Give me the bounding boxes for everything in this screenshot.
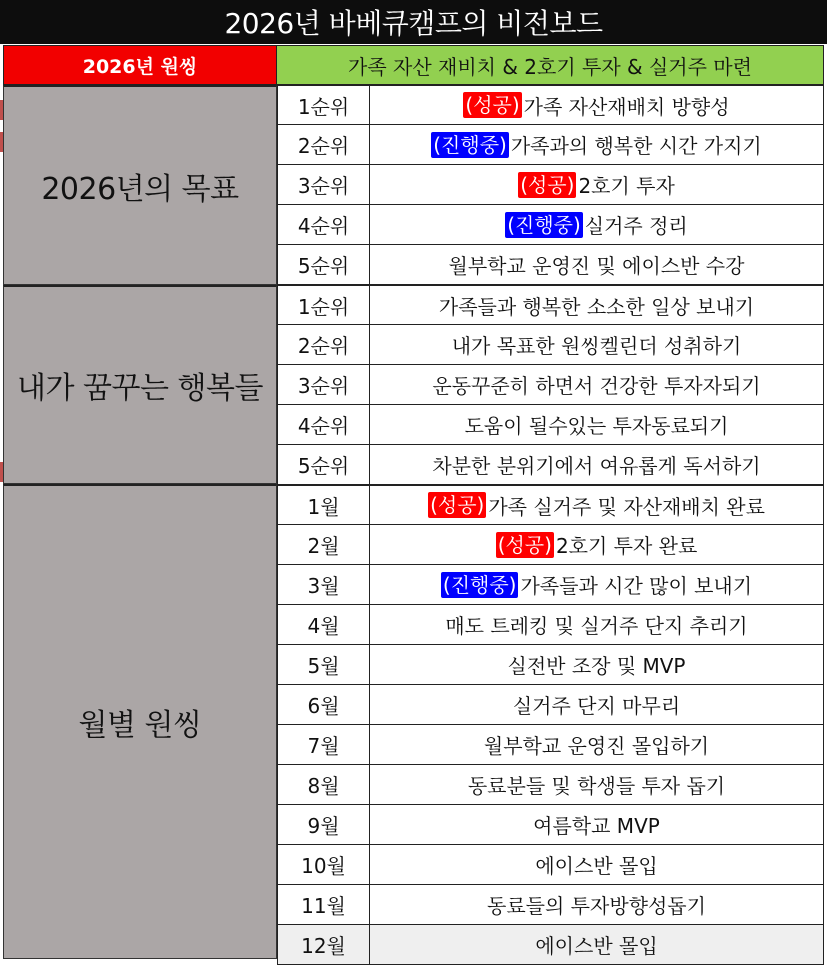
content-text: 도움이 될수있는 투자동료되기 [464,414,729,438]
content-cell [370,725,824,764]
table-row [277,885,824,925]
content-cell [370,405,824,444]
section-label-goals: 2026년의 목표 [3,85,277,285]
content-text: 차분한 분위기에서 여유롭게 독서하기 [432,454,761,478]
rank-cell: 1순위 [277,286,370,324]
content-cell [370,245,824,284]
table-row [277,205,824,245]
rank-cell: 12월 [277,925,370,964]
content-text: 월부학교 운영진 및 에이스반 수강 [448,254,745,278]
content-text: 가족 자산재배치 방향성 [523,94,730,119]
content-cell [370,645,824,684]
table-row [277,845,824,885]
rank-cell: 5순위 [277,245,370,284]
rank-cell: 7월 [277,725,370,764]
table-row [277,805,824,845]
edge-marker [0,100,3,120]
table-row [277,325,824,365]
content-text: 여름학교 MVP [533,814,660,838]
table-row [277,365,824,405]
table-row [277,525,824,565]
table-row [277,645,824,685]
rank-cell: 6월 [277,685,370,724]
table-row [277,285,824,325]
content-cell [370,125,824,164]
rank-cell: 2순위 [277,325,370,364]
table-row [277,725,824,765]
status-badge-success: (성공) [465,93,520,117]
rank-cell: 3월 [277,565,370,604]
rank-cell: 5월 [277,645,370,684]
status-badge-in-progress: (진행중) [442,572,517,597]
rank-cell: 4월 [277,605,370,644]
content-text: 실전반 조장 및 MVP [507,654,686,678]
section-label-monthly: 월별 원씽 [3,484,277,959]
table-row [277,445,824,485]
content-cell [370,205,824,244]
rank-cell: 4순위 [277,205,370,244]
content-cell [370,565,824,604]
rank-cell: 11월 [277,885,370,924]
table-row [277,405,824,445]
content-cell [370,445,824,484]
content-text: 실거주 단지 마무리 [512,694,681,718]
table-row [277,125,824,165]
content-text: 월부학교 운영진 몰입하기 [483,734,710,758]
content-cell [370,365,824,404]
header-one-thing-label: 2026년 원씽 [3,45,277,85]
rank-cell: 3순위 [277,165,370,204]
status-badge-success: (성공) [497,532,552,557]
table-row [277,245,824,285]
content-text: 실거주 정리 [584,214,688,238]
content-text: 가족과의 행복한 시간 가지기 [510,134,762,158]
edge-marker [0,132,3,152]
section-label-happiness: 내가 꿈꾸는 행복들 [3,285,277,484]
content-cell [370,486,824,524]
content-cell [370,286,824,324]
content-cell [370,805,824,844]
content-text: 내가 목표한 원씽켈린더 성취하기 [451,334,742,358]
table-row [277,605,824,645]
status-badge-success: (성공) [430,493,485,517]
rank-cell: 2월 [277,525,370,564]
table-row [277,485,824,525]
edge-marker [0,462,3,482]
status-badge-in-progress: (진행중) [433,132,507,157]
content-text: 가족 실거주 및 자산재배치 완료 [488,494,765,519]
content-cell [370,86,824,124]
content-cell [370,525,824,564]
rank-cell: 4순위 [277,405,370,444]
rank-cell: 8월 [277,765,370,804]
table-row [277,565,824,605]
content-text: 가족들과 시간 많이 보내기 [520,574,753,598]
content-text: 에이스반 몰입 [535,854,658,878]
table-row [277,165,824,205]
content-text: 운동꾸준히 하면서 건강한 투자자되기 [432,374,761,398]
content-cell [370,685,824,724]
table-row [277,685,824,725]
content-text: 매도 트레킹 및 실거주 단지 추리기 [445,614,748,638]
content-text: 에이스반 몰입 [535,934,658,958]
content-cell [370,165,824,204]
rank-cell: 5순위 [277,445,370,484]
content-text: 동료분들 및 학생들 투자 돕기 [467,774,726,798]
status-badge-in-progress: (진행중) [507,212,581,237]
content-cell [370,765,824,804]
rank-table [277,85,824,965]
content-cell [370,325,824,364]
content-text: 2호기 투자 [578,174,675,198]
rank-cell: 1순위 [277,86,370,124]
table-row [277,765,824,805]
content-text: 가족들과 행복한 소소한 일상 보내기 [438,294,755,319]
rank-cell: 2순위 [277,125,370,164]
board-title: 2026년 바베큐캠프의 비전보드 [0,0,827,44]
content-cell [370,925,824,964]
table-row [277,925,824,965]
rank-cell: 9월 [277,805,370,844]
content-cell [370,605,824,644]
rank-cell: 10월 [277,845,370,884]
content-text: 동료들의 투자방향성돕기 [487,894,706,918]
content-text: 2호기 투자 완료 [555,534,698,558]
content-cell [370,885,824,924]
status-badge-success: (성공) [520,172,575,197]
content-cell [370,845,824,884]
rank-cell: 1월 [277,486,370,524]
table-row [277,85,824,125]
rank-cell: 3순위 [277,365,370,404]
header-one-thing-value: 가족 자산 재비치 & 2호기 투자 & 실거주 마련 [277,45,824,85]
